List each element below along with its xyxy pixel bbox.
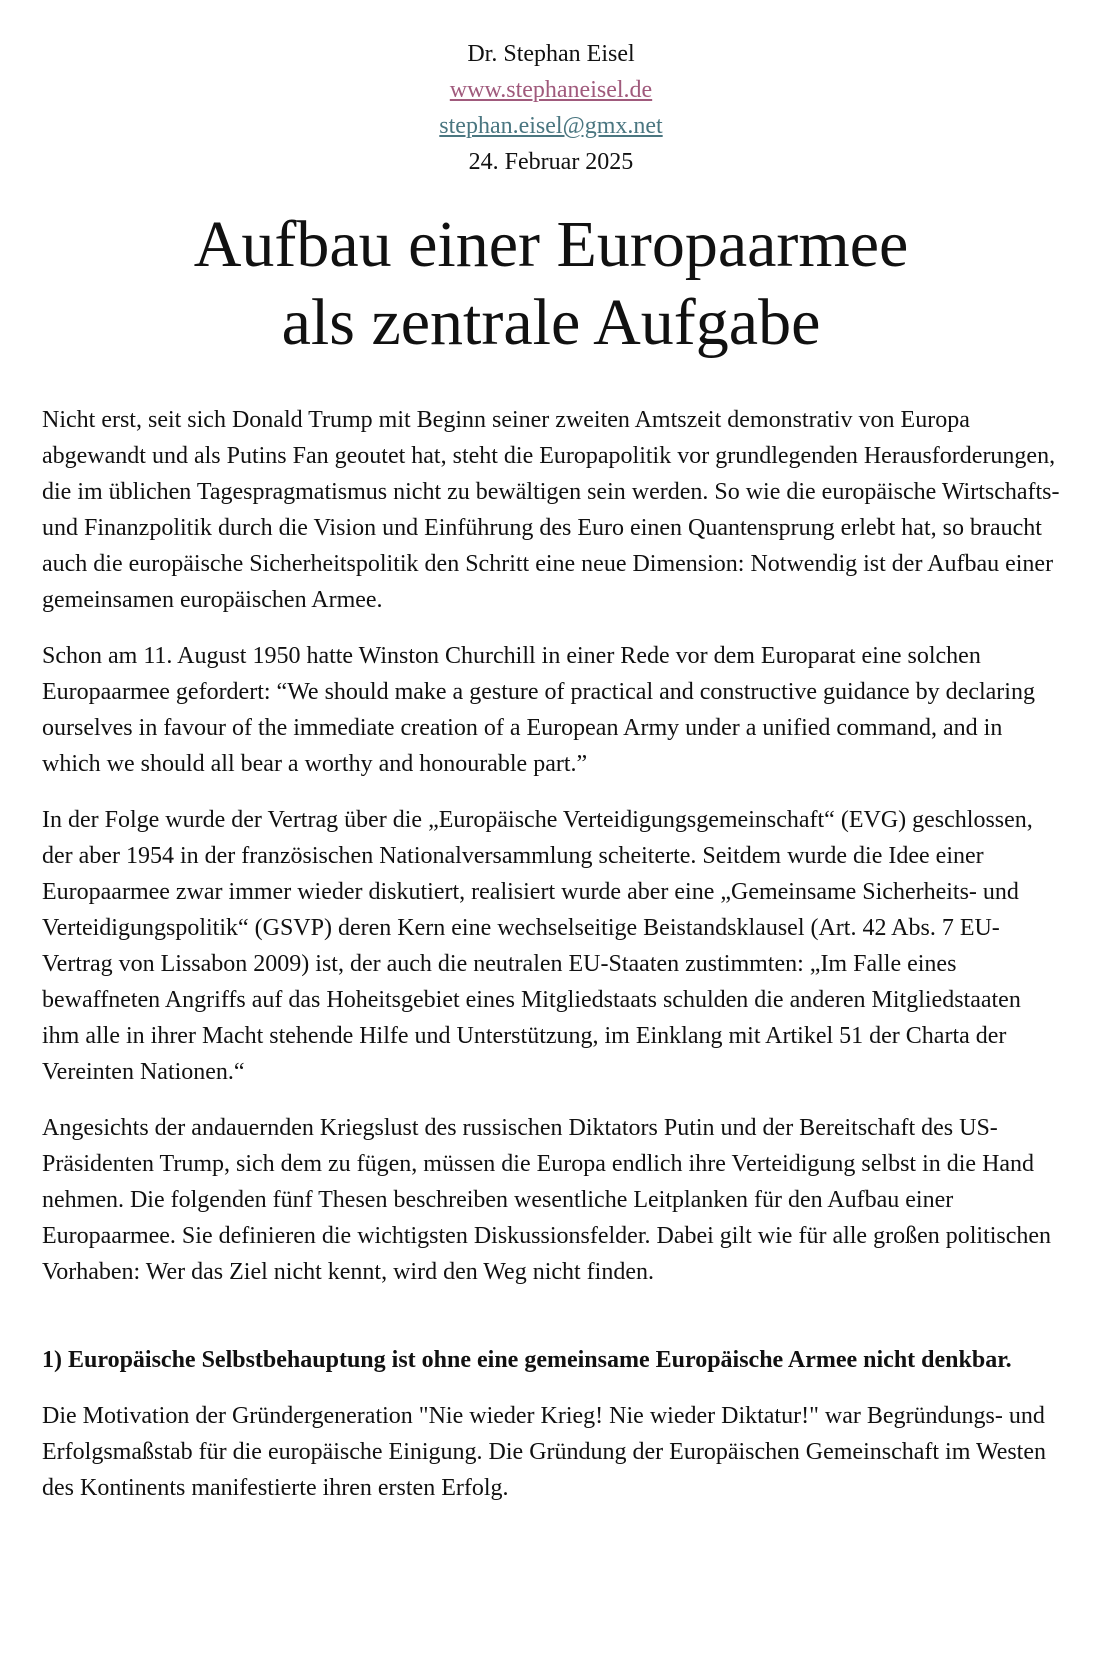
paragraph-theses-intro: Angesichts der andauernden Kriegslust des russischen Diktators Putin und der Bereitschaft des US-Präsidenten Trump, sich dem zu fügen, müssen die Europa endlich ihre Verteidigung selbst in die Hand nehmen. Die folgenden fünf Thesen beschreiben wesentliche Leitplanken für den Aufbau einer Europaarmee. Sie definieren die wichtigsten Diskussionsfelder. Dabei gilt wie für alle großen politischen Vorhaben: Wer das Ziel nicht kennt, wird den Weg nicht finden. [42, 1115, 1052, 1285]
title-line-1: Aufbau einer Europaarmee [193, 208, 909, 281]
author-header [42, 36, 1060, 180]
website-link[interactable]: www.stephaneisel.de [449, 77, 653, 103]
document-date: 24. Februar 2025 [468, 149, 634, 175]
title-line-2: als zentrale Aufgabe [281, 286, 821, 359]
paragraph-intro: Nicht erst, seit sich Donald Trump mit Beginn seiner zweiten Amtszeit demonstrativ von Europa abgewandt und als Putins Fan geoutet hat, steht die Europapolitik vor grundlegenden Herausforderungen, die im üblichen Tagespragmatismus nicht zu bewältigen sein werden. So wie die europäische Wirtschafts- und Finanzpolitik durch die Vision und Einführung des Euro einen Quantensprung erlebt hat, so braucht auch die europäische Sicherheitspolitik den Schritt eine neue Dimension: Notwendig ist der Aufbau einer gemeinsamen europäischen Armee. [42, 407, 1060, 613]
paragraph-churchill: Schon am 11. August 1950 hatte Winston Churchill in einer Rede vor dem Europarat eine solchen Europaarmee gefordert: “We should make a gesture of practical and constructive guidance by declaring ourselves in favour of the immediate creation of a European Army under a unified command, and in which we should all bear a worthy and honourable part.” [42, 643, 1035, 777]
email-link[interactable]: stephan.eisel@gmx.net [439, 113, 663, 139]
section-1-paragraph: Die Motivation der Gründergeneration "Nie wieder Krieg! Nie wieder Diktatur!" war Begründungs- und Erfolgsmaßstab für die europäische Einigung. Die Gründung der Europäischen Gemeinschaft im Westen des Kontinents manifestierte ihren ersten Erfolg. [42, 1403, 1047, 1501]
paragraph-evg: In der Folge wurde der Vertrag über die „Europäische Verteidigungsgemeinschaft“ (EVG) geschlossen, der aber 1954 in der französischen Nationalversammlung scheiterte. Seitdem wurde die Idee einer Europaarmee zwar immer wieder diskutiert, realisiert wurde aber eine „Gemeinsame Sicherheits- und Verteidigungspolitik“ (GSVP) deren Kern eine wechselseitige Beistandsklausel (Art. 42 Abs. 7 EU-Vertrag von Lissabon 2009) ist, der auch die neutralen EU-Staaten zustimmten: „Im Falle eines bewaffneten Angriffs auf das Hoheitsgebiet eines Mitgliedstaats schulden die anderen Mitgliedstaaten ihm alle in ihrer Macht stehende Hilfe und Unterstützung, im Einklang mit Artikel 51 der Charta der Vereinten Nationen.“ [42, 807, 1033, 1085]
document-title [42, 206, 1060, 362]
author-name: Dr. Stephan Eisel [467, 41, 635, 67]
section-1-heading: 1) Europäische Selbstbehauptung ist ohne eine gemeinsame Europäische Armee nicht denkbar. [42, 1347, 1012, 1373]
